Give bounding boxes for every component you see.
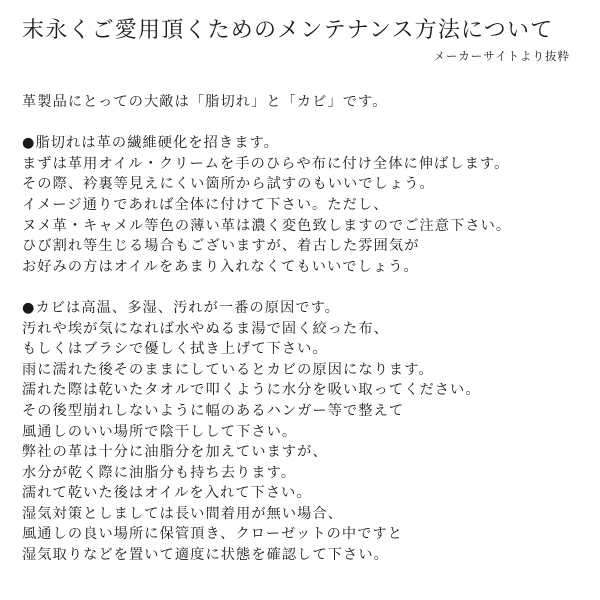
text-line: ヌメ革・キャメル等色の薄い革は濃く変色致しますのでご注意下さい。 [22,217,512,234]
text-line: ●カビは高温、多湿、汚れが一番の原因です。 [22,299,341,316]
text-line: 濡れて乾いた後はオイルを入れて下さい。 [22,485,312,502]
text-line: 湿気対策としましては長い間着用が無い場合、 [22,505,344,522]
maintenance-text [22,92,592,566]
text-line: まずは革用オイル・クリームを手のひらや布に付け全体に伸ばします。 [22,155,510,172]
intro-paragraph [22,92,592,113]
page-title: 末永くご愛用頂くためのメンテナンス方法について [22,18,554,43]
text-line: その後型崩れしないように幅のあるハンガー等で整えて [22,402,405,419]
mold-care-paragraph [22,298,592,566]
text-line: 風通しのいい場所で陰干しして下さい。 [22,423,298,440]
text-line: 雨に濡れた後そのままにしているとカビの原因になります。 [22,361,434,378]
text-line: イメージ通りであれば全体に付けて下さい。ただし、 [22,196,389,213]
text-line: もしくはブラシで優しく拭き上げて下さい。 [22,341,328,358]
text-line: 湿気取りなどを置いて適度に状態を確認して下さい。 [22,547,389,564]
text-line: ひび割れ等生じる場合もございますが、着古した雰囲気が [22,238,420,255]
oil-care-paragraph [22,133,592,277]
text-line: ●脂切れは革の繊維硬化を招きます。 [22,135,279,152]
text-line: その際、衿裏等見えにくい箇所から試すのもいいでしょう。 [22,176,435,193]
text-line: 水分が乾く際に油脂分も持ち去ります。 [22,464,297,481]
source-note: メーカーサイトより抜粋 [433,49,570,63]
text-line: 弊社の革は十分に油脂分を加えていますが、 [22,444,328,461]
text-line: お好みの方はオイルをあまり入れなくてもいいでしょう。 [22,258,419,275]
text-line: 風通しの良い場所に保管頂き、クローゼットの中ですと [22,526,404,543]
text-line: 汚れや埃が気になれば水やぬるま湯で固く絞った布、 [22,320,389,337]
text-line: 濡れた際は乾いたタオルで叩くように水分を吸い取ってください。 [22,382,481,399]
text-line: 革製品にとっての大敵は「脂切れ」と「カビ」です。 [22,94,388,110]
